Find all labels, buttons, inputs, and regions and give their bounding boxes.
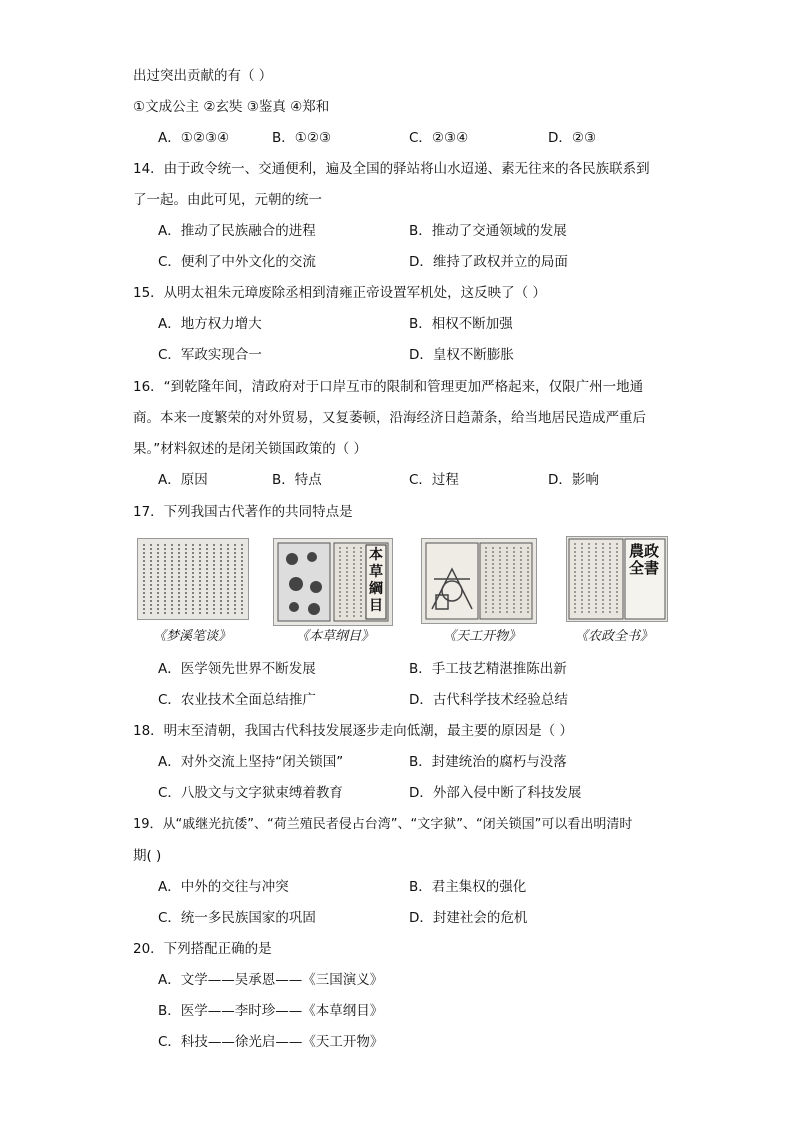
- q16-option-a: A．原因: [158, 472, 208, 488]
- q14-option-c: C．便利了中外文化的交流: [158, 254, 316, 270]
- q17-option-d: D．古代科学技术经验总结: [409, 692, 568, 708]
- q14-option-a: A．推动了民族融合的进程: [158, 223, 316, 239]
- q20-stem: 20．下列搭配正确的是: [133, 941, 272, 957]
- q20-option-b: B．医学——李时珍——《本草纲目》: [158, 1003, 384, 1019]
- q14-option-b: B．推动了交通领域的发展: [409, 223, 567, 239]
- q16-stem-line2: 商。本来一度繁荣的对外贸易，又复萎顿，沿海经济日趋萧条，给当地居民造成严重后: [133, 410, 646, 426]
- q18-option-d: D．外部入侵中断了科技发展: [409, 785, 582, 801]
- nongzheng-quanshu-image: [566, 536, 668, 622]
- q16-stem-line3: 果。”材料叙述的是闭关锁国政策的（ ）: [133, 441, 368, 457]
- q19-stem-line2: 期( ): [133, 848, 162, 864]
- q18-option-b: B．封建统治的腐朽与没落: [409, 754, 567, 770]
- q19-option-d: D．封建社会的危机: [409, 910, 528, 926]
- q15-option-c: C．军政实现合一: [158, 347, 262, 363]
- nongzheng-quanshu-cover-title: 農政全書: [629, 542, 660, 577]
- q18-option-a: A．对外交流上坚持“闭关锁国”: [158, 754, 344, 770]
- q16-option-c: C．过程: [409, 472, 459, 488]
- q20-option-a: A．文学——吴承恩——《三国演义》: [158, 972, 384, 988]
- q15-option-b: B．相权不断加强: [409, 316, 513, 332]
- caption-mengxi-bitan: 《梦溪笔谈》: [153, 629, 232, 644]
- mengxi-bitan-image: [137, 538, 249, 620]
- caption-bencao-gangmu: 《本草纲目》: [296, 629, 375, 644]
- q13-option-a: A．①②③④: [158, 130, 230, 146]
- q14-stem-line2: 了一起。由此可见，元朝的统一: [133, 192, 322, 208]
- q16-option-d: D．影响: [548, 472, 599, 488]
- q17-option-a: A．医学领先世界不断发展: [158, 661, 316, 677]
- q15-stem: 15．从明太祖朱元璋废除丞相到清雍正帝设置军机处，这反映了（ ）: [133, 285, 546, 301]
- caption-tiangong-kaiwu: 《天工开物》: [443, 629, 522, 644]
- q19-option-c: C．统一多民族国家的巩固: [158, 910, 316, 926]
- q13-option-c: C．②③④: [409, 130, 469, 146]
- q16-option-b: B．特点: [272, 472, 322, 488]
- q19-stem-line1: 19．从“戚继光抗倭”、“荷兰殖民者侵占台湾”、“文字狱”、“闭关锁国”可以看出明清时: [133, 817, 633, 832]
- tiangong-kaiwu-image: [421, 538, 537, 624]
- q19-option-b: B．君主集权的强化: [409, 879, 527, 895]
- tiangong-kaiwu-illustration: [422, 539, 536, 623]
- q17-option-b: B．手工技艺精湛推陈出新: [409, 661, 567, 677]
- q13-items: ①文成公主 ②玄奘 ③鉴真 ④郑和: [133, 99, 330, 115]
- q18-stem: 18．明末至清朝，我国古代科技发展逐步走向低潮，最主要的原因是（ ）: [133, 723, 573, 739]
- q13-stem-tail: 出过突出贡献的有（ ）: [133, 68, 273, 84]
- bencao-gangmu-cover-title: 本草綱目: [369, 547, 383, 614]
- q16-stem-line1: 16．“到乾隆年间，清政府对于口岸互市的限制和管理更加严格起来，仅限广州一地通: [133, 379, 644, 395]
- bencao-gangmu-image: [273, 538, 393, 626]
- q14-stem-line1: 14．由于政令统一、交通便利，遍及全国的驿站将山水迢递、素无往来的各民族联系到: [133, 161, 650, 177]
- q15-option-d: D．皇权不断膨胀: [409, 347, 514, 363]
- q17-stem: 17．下列我国古代著作的共同特点是: [133, 504, 353, 520]
- caption-nongzheng-quanshu: 《农政全书》: [575, 629, 654, 644]
- q13-option-b: B．①②③: [272, 130, 332, 146]
- mengxi-bitan-text-columns: [138, 539, 248, 619]
- q14-option-d: D．维持了政权并立的局面: [409, 254, 568, 270]
- q13-option-d: D．②③: [548, 130, 597, 146]
- q18-option-c: C．八股文与文字狱束缚着教育: [158, 785, 343, 801]
- q17-option-c: C．农业技术全面总结推广: [158, 692, 316, 708]
- q19-option-a: A．中外的交往与冲突: [158, 879, 289, 895]
- q15-option-a: A．地方权力增大: [158, 316, 262, 332]
- q20-option-c: C．科技——徐光启——《天工开物》: [158, 1034, 384, 1050]
